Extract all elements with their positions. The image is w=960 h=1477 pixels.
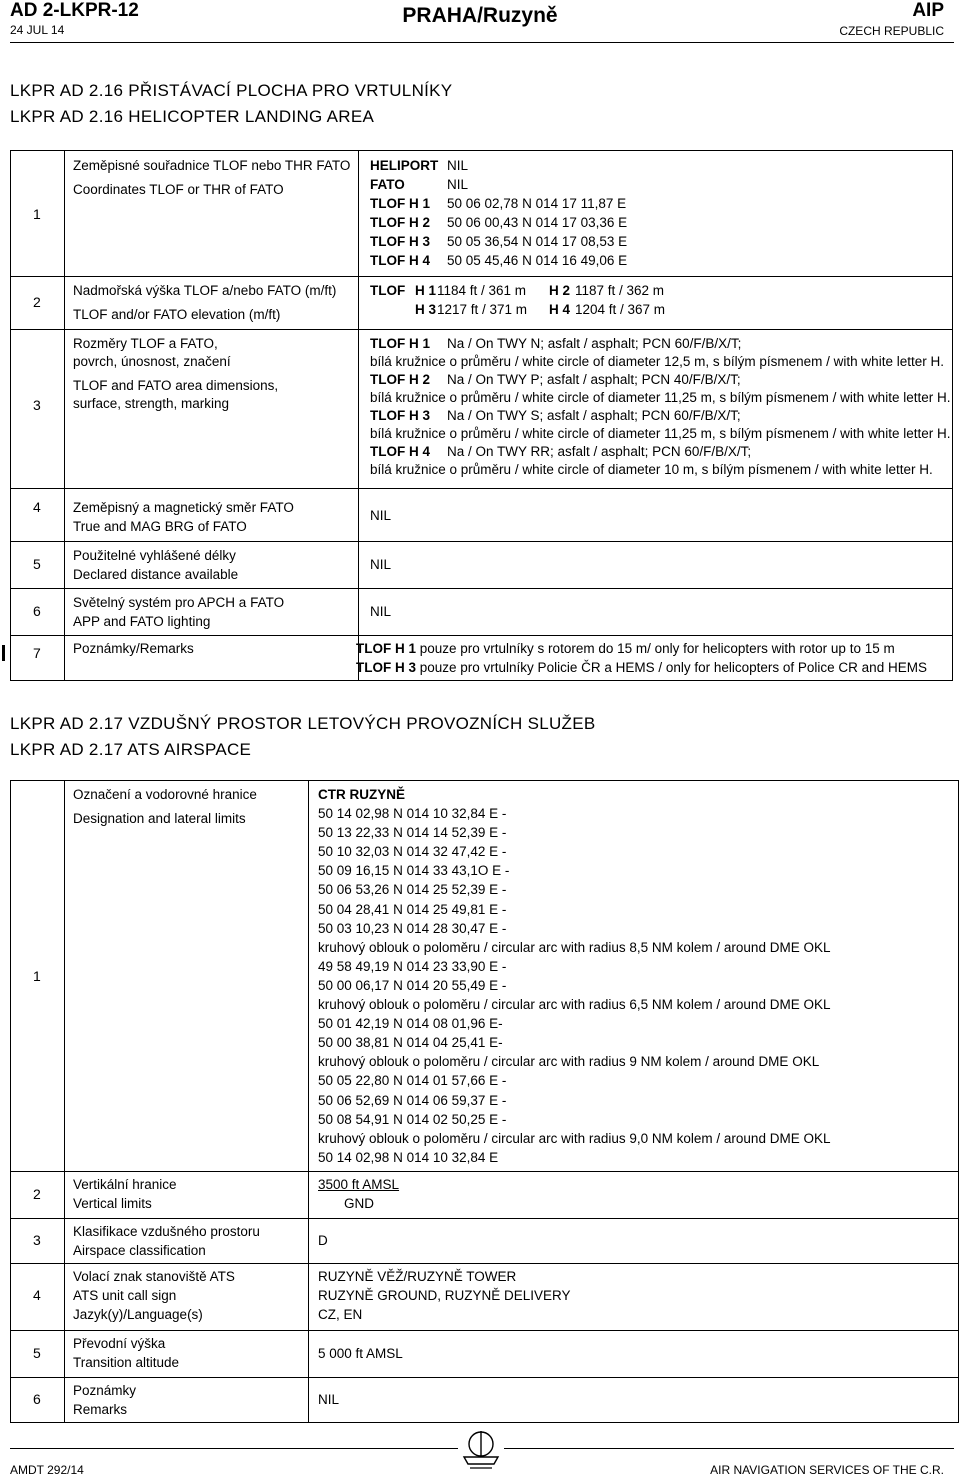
section-216-title-en: LKPR AD 2.16 HELICOPTER LANDING AREA <box>10 107 375 126</box>
document-date: 24 JUL 14 <box>10 23 65 37</box>
ctr-boundary-line: 50 10 32,03 N 014 32 47,42 E - <box>318 844 507 860</box>
row-number: 1 <box>33 968 41 984</box>
row-number: 4 <box>33 499 41 515</box>
ground-callsign: RUZYNĚ GROUND, RUZYNĚ DELIVERY <box>318 1288 571 1303</box>
aerodrome-title: PRAHA/Ruzyně <box>402 4 558 27</box>
ctr-boundary-line: 50 14 02,98 N 014 10 32,84 E - <box>318 806 507 821</box>
h1-key: H 1 <box>415 283 437 298</box>
tlof-h3-key: TLOF H 3 <box>370 234 430 249</box>
amendment-bar <box>2 645 5 661</box>
ctr-boundary-line: 50 09 16,15 N 014 33 43,1O E - <box>318 863 510 879</box>
table-row <box>11 542 953 589</box>
ctr-boundary-line: 50 03 10,23 N 014 28 30,47 E - <box>318 920 507 936</box>
table-row <box>11 589 953 636</box>
section-217-title-en: LKPR AD 2.17 ATS AIRSPACE <box>10 740 252 759</box>
h2-elevation: 1187 ft / 362 m <box>575 283 665 298</box>
row-label-en: Vertical limits <box>73 1196 152 1211</box>
remarks-label: Poznámky/Remarks <box>73 641 194 656</box>
heliport-key: HELIPORT <box>370 158 439 173</box>
upper-limit: 3500 ft AMSL <box>318 1177 400 1192</box>
table-row <box>11 277 953 330</box>
airspace-class: D <box>318 1233 328 1248</box>
tlof-h3-key: TLOF H 3 <box>370 408 430 423</box>
table-row <box>11 781 959 1172</box>
tlof-h4-key: TLOF H 4 <box>370 444 430 459</box>
languages: CZ, EN <box>318 1307 363 1322</box>
h2-key: H 2 <box>549 283 571 298</box>
tlof-h1-surface: Na / On TWY N; asfalt / asphalt; PCN 60/F/B/X/T; <box>447 336 742 351</box>
airspace-remarks-value: NIL <box>318 1392 340 1407</box>
ctr-boundary-line: kruhový oblouk o poloměru / circular arc with radius 9 NM kolem / around DME OKL <box>318 1054 820 1070</box>
tlof-h3-coord: 50 05 36,54 N 014 17 08,53 E <box>447 234 628 249</box>
tlof-label: TLOF <box>370 283 406 298</box>
ctr-lateral-limits <box>309 781 958 1171</box>
row-number: 6 <box>33 1391 41 1407</box>
ctr-heading: CTR RUZYNĚ <box>318 787 405 802</box>
tlof-h2-coord: 50 06 00,43 N 014 17 03,36 E <box>447 215 628 230</box>
table-row <box>11 1264 959 1331</box>
row-number: 3 <box>33 397 41 413</box>
table-row <box>11 151 953 277</box>
row-number: 5 <box>33 1345 41 1361</box>
row-label-cz: Zeměpisný a magnetický směr FATO <box>73 500 294 515</box>
remark-1-text: pouze pro vrtulníky s rotorem do 15 m/ only for helicopters with rotor up to 15 m <box>416 641 895 656</box>
amendment-number: AMDT 292/14 <box>10 1463 84 1477</box>
tlof-h2-marking: bílá kružnice o průměru / white circle of diameter 11,25 m, s bílým písmenem / with white letter H. <box>370 390 951 405</box>
tlof-h2-key: TLOF H 2 <box>370 372 430 387</box>
row-label-cz: povrch, únosnost, značení <box>73 354 231 369</box>
row-label-cz: Zeměpisné souřadnice TLOF nebo THR FATO <box>73 158 351 173</box>
tlof-h3-marking: bílá kružnice o průměru / white circle of diameter 11,25 m, s bílým písmenem / with white letter H. <box>370 426 951 441</box>
row-label-cz: Označení a vodorovné hranice <box>73 787 257 802</box>
header-divider <box>10 42 954 43</box>
ctr-boundary-line: 50 04 28,41 N 014 25 49,81 E - <box>318 901 507 917</box>
publisher: AIR NAVIGATION SERVICES OF THE C.R. <box>710 1463 944 1477</box>
table-row <box>11 489 953 542</box>
row-label-en: TLOF and FATO area dimensions, <box>73 378 279 393</box>
fato-bearing-value: NIL <box>370 508 392 523</box>
ctr-boundary-line: 49 58 49,19 N 014 23 33,90 E - <box>318 958 507 974</box>
transition-altitude: 5 000 ft AMSL <box>318 1346 403 1361</box>
remark-line-1 <box>356 639 895 658</box>
row-number: 3 <box>33 1232 41 1248</box>
row-label-en: Declared distance available <box>73 567 239 582</box>
tlof-h1-key: TLOF H 1 <box>370 196 430 211</box>
country-label: CZECH REPUBLIC <box>839 24 944 38</box>
lower-limit: GND <box>344 1196 374 1211</box>
tlof-h1-key: TLOF H 1 <box>370 336 430 351</box>
row-label-lang: Jazyk(y)/Language(s) <box>73 1307 203 1322</box>
row-label-cz: Poznámky <box>73 1383 137 1398</box>
remark-2-key: TLOF H 3 <box>356 660 416 675</box>
h1-elevation: 1184 ft / 361 m <box>437 283 527 298</box>
row-label-en: APP and FATO lighting <box>73 614 211 629</box>
ctr-boundary-line: 50 05 22,80 N 014 01 57,66 E - <box>318 1073 507 1089</box>
declared-distance-value: NIL <box>370 557 392 572</box>
row-label-cz: Světelný systém pro APCH a FATO <box>73 595 285 610</box>
h3-key: H 3 <box>415 302 437 317</box>
table-row <box>11 1172 959 1219</box>
row-label-cz: Klasifikace vzdušného prostoru <box>73 1224 260 1239</box>
lighting-value: NIL <box>370 604 392 619</box>
row-number: 1 <box>33 206 41 222</box>
section-217-title-cz: LKPR AD 2.17 VZDUŠNÝ PROSTOR LETOVÝCH PROVOZNÍCH SLUŽEB <box>10 714 596 733</box>
tlof-h1-coord: 50 06 02,78 N 014 17 11,87 E <box>447 196 627 211</box>
row-label-cz: Převodní výška <box>73 1336 166 1351</box>
ctr-boundary-line: 50 01 42,19 N 014 08 01,96 E- <box>318 1016 503 1032</box>
ctr-boundary-line: kruhový oblouk o poloměru / circular arc with radius 6,5 NM kolem / around DME OKL <box>318 997 831 1012</box>
tlof-h3-surface: Na / On TWY S; asfalt / asphalt; PCN 60/F/B/X/T; <box>447 408 741 423</box>
row-label-en: Transition altitude <box>73 1355 180 1370</box>
table-row <box>11 636 953 681</box>
row-label-en: Airspace classification <box>73 1243 206 1258</box>
row-number: 4 <box>33 1287 41 1303</box>
tlof-h4-key: TLOF H 4 <box>370 253 430 268</box>
row-label-en: Remarks <box>73 1402 128 1417</box>
h4-elevation: 1204 ft / 367 m <box>575 302 666 317</box>
tlof-h2-surface: Na / On TWY P; asfalt / asphalt; PCN 40/F/B/X/T; <box>447 372 741 387</box>
remark-1-key: TLOF H 1 <box>356 641 416 656</box>
row-number: 2 <box>33 1186 41 1202</box>
row-label-en: TLOF and/or FATO elevation (m/ft) <box>73 307 281 322</box>
row-label-en: Designation and lateral limits <box>73 811 246 826</box>
tower-callsign: RUZYNĚ VĚŽ/RUZYNĚ TOWER <box>318 1269 517 1284</box>
tlof-h1-marking: bílá kružnice o průměru / white circle of diameter 12,5 m, s bílým písmenem / with white letter H. <box>370 354 944 369</box>
row-label-cz: Nadmořská výška TLOF a/nebo FATO (m/ft) <box>73 283 337 298</box>
section-216-title-cz: LKPR AD 2.16 PŘISTÁVACÍ PLOCHA PRO VRTULNÍKY <box>10 81 453 100</box>
h4-key: H 4 <box>549 302 571 317</box>
table-row <box>11 1219 959 1264</box>
tlof-h4-marking: bílá kružnice o průměru / white circle of diameter 10 m, s bílým písmenem / with white letter H. <box>370 462 933 477</box>
h3-elevation: 1217 ft / 371 m <box>437 302 528 317</box>
tlof-h4-coord: 50 05 45,46 N 014 16 49,06 E <box>447 253 628 268</box>
row-number: 6 <box>33 603 41 619</box>
ctr-boundary-line: 50 14 02,98 N 014 10 32,84 E <box>318 1149 499 1165</box>
document-id: AD 2-LKPR-12 <box>10 0 139 21</box>
remark-line-2 <box>356 658 927 677</box>
ctr-boundary-line: kruhový oblouk o poloměru / circular arc with radius 8,5 NM kolem / around DME OKL <box>318 939 831 955</box>
ctr-boundary-line: 50 13 22,33 N 014 14 52,39 E - <box>318 825 507 841</box>
table-row <box>11 330 953 489</box>
row-label-cz: Použitelné vyhlášené délky <box>73 548 236 563</box>
row-number: 5 <box>33 556 41 572</box>
row-label-en: ATS unit call sign <box>73 1288 177 1303</box>
row-label-cz: Vertikální hranice <box>73 1177 177 1192</box>
ans-logo-icon <box>458 1428 504 1472</box>
table-row <box>11 1331 959 1378</box>
tlof-h4-surface: Na / On TWY RR; asfalt / asphalt; PCN 60/F/B/X/T; <box>447 444 752 459</box>
row-label-cz: Rozměry TLOF a FATO, <box>73 336 218 351</box>
heliport-value: NIL <box>447 158 469 173</box>
ctr-boundary-line: 50 06 53,26 N 014 25 52,39 E - <box>318 882 507 898</box>
ctr-boundary-line: kruhový oblouk o poloměru / circular arc with radius 9,0 NM kolem / around DME OKL <box>318 1130 831 1146</box>
ctr-boundary-line: 50 08 54,91 N 014 02 50,25 E - <box>318 1111 507 1127</box>
ctr-boundary-line: 50 00 06,17 N 014 20 55,49 E - <box>318 977 507 993</box>
aip-label: AIP <box>912 0 944 21</box>
fato-value: NIL <box>447 177 469 192</box>
ctr-boundary-line: 50 06 52,69 N 014 06 59,37 E - <box>318 1092 507 1108</box>
table-row <box>11 1378 959 1423</box>
row-number: 7 <box>33 645 41 661</box>
row-label-en: Coordinates TLOF or THR of FATO <box>73 182 284 197</box>
row-number: 2 <box>33 294 41 310</box>
tlof-h2-key: TLOF H 2 <box>370 215 430 230</box>
remark-2-text: pouze pro vrtulníky Policie ČR a HEMS / only for helicopters of Police CR and HEMS <box>416 660 927 675</box>
row-label-en: surface, strength, marking <box>73 396 230 411</box>
helicopter-landing-table <box>10 150 953 681</box>
row-label-en: True and MAG BRG of FATO <box>73 519 247 534</box>
ctr-boundary-line: 50 00 38,81 N 014 04 25,41 E- <box>318 1035 503 1051</box>
row-label-cz: Volací znak stanoviště ATS <box>73 1269 235 1284</box>
ats-airspace-table <box>10 780 959 1423</box>
fato-key: FATO <box>370 177 405 192</box>
